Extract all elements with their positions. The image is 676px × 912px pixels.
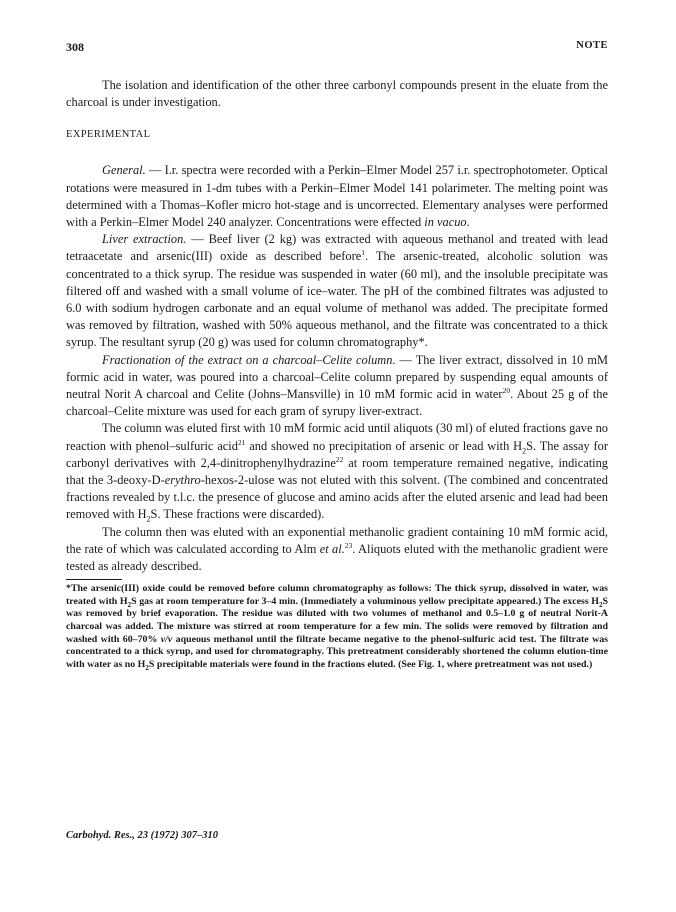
ref-21: 21 — [237, 437, 246, 447]
footnote-text-5: S precipitable materials were found in the fractions eluted. (See Fig. 1, where pretreatment was not used.) — [148, 658, 593, 670]
general-text: — I.r. spectra were recorded with a Perkin–Elmer Model 257 i.r. spectrophotometer. Optical rotations were measured in 1-dm tubes with a Perkin–Elmer Model 141 polarimeter. The melting point was determined with a Thomas–Kofler micro hot-stage and is uncorrected. Elementary analyses were performed with a Perkin–Elmer Model 240 analyzer. Concentrations were effected — [66, 163, 608, 230]
subscript: 2 — [145, 663, 149, 672]
erythro-italic: erythro — [164, 473, 201, 488]
liver-run-in: Liver extraction. — [102, 232, 187, 247]
footnote-text-1: *The arsenic(III) oxide could be removed before column chromatography as follows: The thick syrup, dissolved in water, was treated with H — [66, 583, 608, 607]
general-end: . — [466, 215, 470, 230]
general-run-in: General. — [102, 163, 146, 178]
experimental-heading: EXPERIMENTAL — [66, 129, 151, 141]
liver-extraction-paragraph — [66, 231, 608, 351]
elution1-text-6: S. These fractions were discarded). — [150, 507, 325, 522]
fractionation-text-2: . About 25 g of the charcoal–Celite mixture was used for each gram of syrupy liver-extract. — [66, 387, 608, 419]
liver-text-1: — Beef liver (2 kg) was extracted with aqueous methanol and treated with lead tetraacetate and arsenic(III) oxide as described before — [66, 232, 608, 264]
et-al-italic: et al. — [319, 541, 345, 556]
journal-citation: Carbohyd. Res., 23 (1972) 307–310 — [66, 830, 218, 841]
running-head — [66, 40, 608, 55]
subscript: 2 — [146, 514, 151, 524]
section-label: NOTE — [576, 40, 608, 51]
general-paragraph — [66, 162, 608, 231]
footnote-rule — [66, 579, 122, 580]
footnote — [66, 583, 608, 671]
elution1-text-3: S. The assay for carbonyl derivatives with 2,4-dinitrophenylhydrazine — [66, 438, 608, 470]
footnote-text — [66, 583, 608, 671]
elution-paragraph-1 — [66, 420, 608, 523]
fractionation-run-in: Fractionation of the extract on a charcoal–Celite column. — [102, 352, 396, 367]
in-vacuo: in vacuo — [424, 215, 467, 230]
subscript: 2 — [598, 600, 603, 609]
elution1-text-1: The column was eluted first with 10 mM formic acid until aliquots (30 ml) of eluted fractions gave no reaction with phenol–sulfuric acid — [66, 421, 608, 453]
elution-paragraph-2 — [66, 524, 608, 576]
elution2-text-2: . Aliquots eluted with the methanolic gradient were tested as already described. — [66, 541, 608, 574]
ref-1: 1 — [361, 248, 365, 258]
elution1-text-5: -hexos-2-ulose was not eluted with this solvent. (The combined and concentrated fractions revealed by t.l.c. the presence of glucose and amino acids after the eluted arsenic and lead had been removed with H — [66, 473, 608, 522]
page-number: 308 — [66, 40, 84, 54]
fractionation-paragraph — [66, 352, 608, 421]
footnote-text-3: S was removed by brief evaporation. The residue was diluted with two volumes of methanol and 0.5–1.0 g of neutral Norit-A charcoal was added. The mixture was stirred at room temperature for a few min. The solids were removed by filtration and washed with 60–70% — [66, 595, 608, 645]
elution1-text-4: at room temperature remained negative, indicating that the 3-deoxy-D- — [66, 455, 609, 488]
liver-text-2: . The arsenic-treated, alcoholic solution was concentrated to a thick syrup. The residue was suspended in water (60 ml), and the insoluble precipitate was filtered off and washed with a small volume of ice–water. The pH of the combined filtrates was adjusted to 6.0 with sodium hydrogen carbonate and an equal volume of methanol was added. The precipitate formed was removed by filtration, washed with 50% aqueous methanol, and the filtrate was concentrated to a thick syrup. The resultant syrup (20 g) was used for column chromatography*. — [66, 249, 608, 350]
ref-22: 22 — [335, 454, 344, 464]
elution1-text-2: and showed no precipitation of arsenic or lead with H — [245, 438, 523, 453]
fractionation-text-1: — The liver extract, dissolved in 10 mM formic acid in water, was poured into a charcoal–Celite column prepared by suspending equal amounts of neutral Norit A charcoal and Celite (Johns–Mansville) in 10 mM formic acid in water — [66, 352, 608, 402]
vv-italic: v/v — [160, 633, 173, 645]
ref-23: 23 — [344, 540, 353, 550]
subscript: 2 — [522, 446, 527, 456]
page — [66, 40, 609, 841]
ref-20: 20 — [502, 385, 511, 395]
footnote-text-2: S gas at room temperature for 3–4 min. (Immediately a voluminous yellow precipitate appeared.) The excess H — [131, 595, 599, 607]
elution2-text-1: The column then was eluted with an exponential methanolic gradient containing 10 mM formic acid, the rate of which was calculated according to Alm — [66, 524, 608, 556]
footnote-text-4: aqueous methanol until the filtrate became negative to the phenol-sulfuric acid test. The filtrate was concentrated to a thick syrup, and used for chromatography. This pretreatment considerably shortened the column elution-time with water as no H — [66, 633, 608, 670]
intro-paragraph: The isolation and identification of the other three carbonyl compounds present in the eluate from the charcoal is under investigation. — [66, 78, 608, 110]
subscript: 2 — [127, 600, 132, 609]
